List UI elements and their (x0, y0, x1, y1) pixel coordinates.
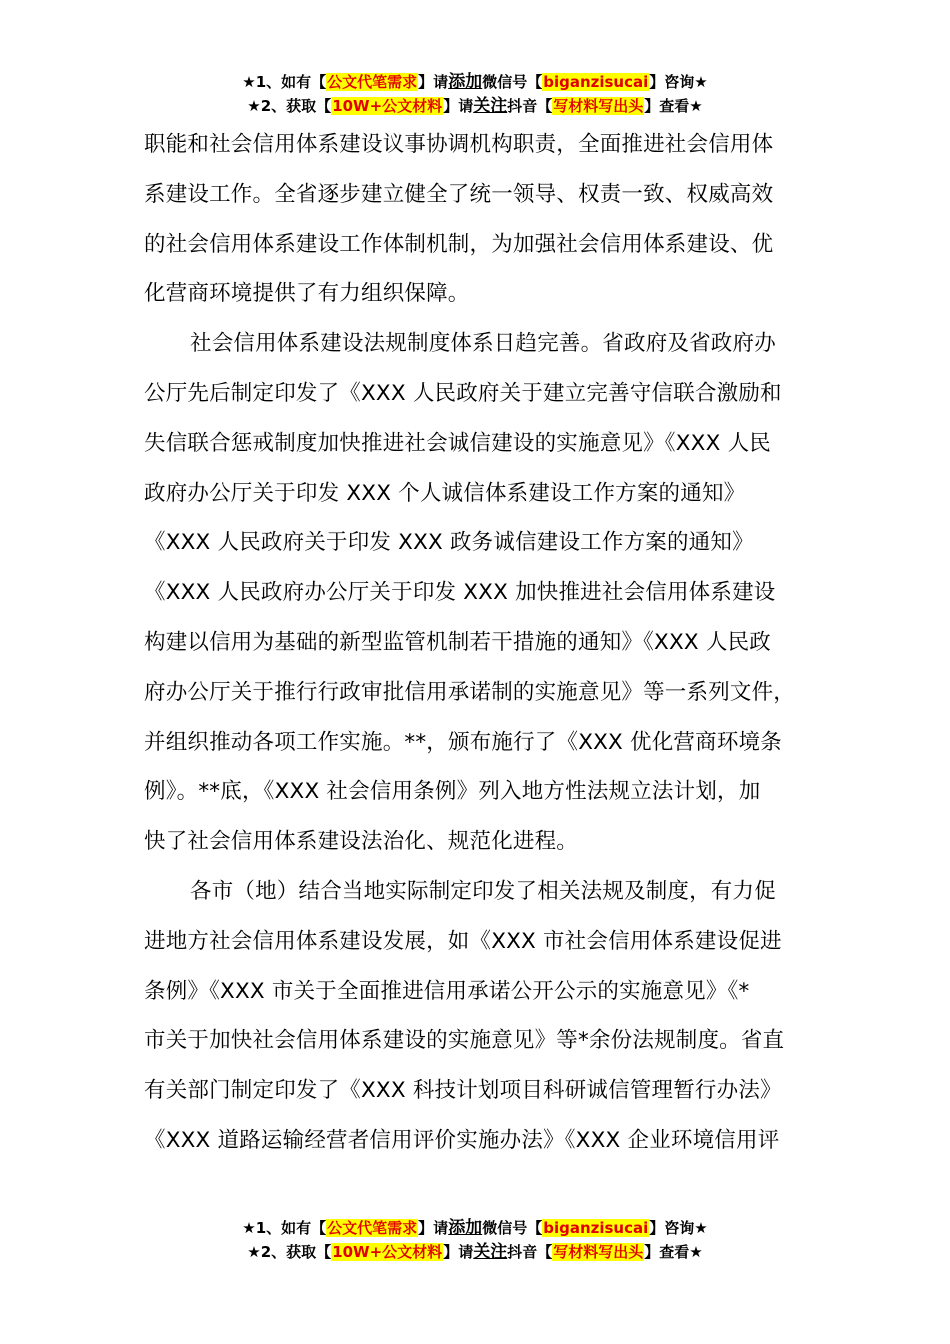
body-line: 系建设工作。全省逐步建立健全了统一领导、权责一致、权威高效 (144, 181, 774, 207)
body-line: 条例》《XXX 市关于全面推进信用承诺公开公示的实施意见》《* (144, 978, 750, 1004)
body-line: 政府办公厅关于印发 XXX 个人诚信体系建设工作方案的通知》 (144, 480, 746, 506)
underlined-text: 添加 (448, 1218, 483, 1238)
banner-text: 】咨询★ (649, 73, 708, 91)
banner-text: 】查看★ (644, 97, 703, 115)
banner-text: 】请 (418, 1219, 449, 1237)
banner-text: 】查看★ (644, 1243, 703, 1261)
body-line: 公厅先后制定印发了《XXX 人民政府关于建立完善守信联合激励和 (144, 380, 782, 406)
banner-line-2 (0, 94, 950, 118)
body-line: 进地方社会信用体系建设发展，如《XXX 市社会信用体系建设促进 (144, 928, 782, 954)
body-line: 快了社会信用体系建设法治化、规范化进程。 (144, 829, 579, 855)
body-line: 《XXX 人民政府办公厅关于印发 XXX 加快推进社会信用体系建设 (144, 580, 776, 606)
highlight-text: 10W+公文材料 (332, 1243, 443, 1261)
banner-text: 】请 (418, 73, 449, 91)
highlight-text: 公文代笔需求 (327, 73, 418, 91)
banner-line-1 (0, 70, 950, 94)
underlined-text: 添加 (448, 72, 483, 92)
banner-text: ★2、获取【 (247, 97, 332, 115)
wechat-id-highlight: biganzisucai (543, 1219, 649, 1237)
body-line: 构建以信用为基础的新型监管机制若干措施的通知》《XXX 人民政 (144, 629, 771, 655)
underlined-text: 关注 (473, 96, 508, 116)
body-line: 失信联合惩戒制度加快推进社会诚信建设的实施意见》《XXX 人民 (144, 430, 771, 456)
banner-text: 微信号【 (482, 73, 543, 91)
banner-text: 】请 (443, 1243, 474, 1261)
document-body (144, 120, 810, 1166)
paragraph-start-line: 社会信用体系建设法规制度体系日趋完善。省政府及省政府办 (190, 331, 776, 357)
banner-text: 抖音【 (507, 97, 553, 115)
body-line: 例》。**底，《XXX 社会信用条例》列入地方性法规立法计划，加 (144, 779, 761, 805)
banner-text: 微信号【 (482, 1219, 543, 1237)
highlight-text: 公文代笔需求 (327, 1219, 418, 1237)
banner-line-2 (0, 1240, 950, 1264)
footer-banner (0, 1216, 950, 1264)
wechat-id-highlight: biganzisucai (543, 73, 649, 91)
banner-text: 】咨询★ (649, 1219, 708, 1237)
douyin-id-highlight: 写材料写出头 (553, 97, 644, 115)
body-line: 《XXX 人民政府关于印发 XXX 政务诚信建设工作方案的通知》 (144, 530, 754, 556)
paragraph-start-line: 各市（地）结合当地实际制定印发了相关法规及制度，有力促 (190, 878, 776, 904)
banner-text: ★2、获取【 (247, 1243, 332, 1261)
banner-text: ★1、如有【 (242, 1219, 327, 1237)
body-line: 市关于加快社会信用体系建设的实施意见》等*余份法规制度。省直 (144, 1028, 785, 1054)
body-line: 有关部门制定印发了《XXX 科技计划项目科研诚信管理暂行办法》 (144, 1078, 782, 1104)
banner-text: 】请 (443, 97, 474, 115)
body-line: 的社会信用体系建设工作体制机制，为加强社会信用体系建设、优 (144, 231, 774, 257)
underlined-text: 关注 (473, 1242, 508, 1262)
highlight-text: 10W+公文材料 (332, 97, 443, 115)
body-line: 并组织推动各项工作实施。**，颁布施行了《XXX 优化营商环境条 (144, 729, 782, 755)
banner-text: 抖音【 (507, 1243, 553, 1261)
douyin-id-highlight: 写材料写出头 (553, 1243, 644, 1261)
body-line: 《XXX 道路运输经营者信用评价实施办法》《XXX 企业环境信用评 (144, 1127, 780, 1153)
body-line: 职能和社会信用体系建设议事协调机构职责，全面推进社会信用体 (144, 132, 774, 157)
body-line: 化营商环境提供了有力组织保障。 (144, 281, 470, 307)
banner-line-1 (0, 1216, 950, 1240)
body-line: 府办公厅关于推行行政审批信用承诺制的实施意见》等一系列文件， (144, 679, 796, 705)
header-banner (0, 70, 950, 118)
banner-text: ★1、如有【 (242, 73, 327, 91)
